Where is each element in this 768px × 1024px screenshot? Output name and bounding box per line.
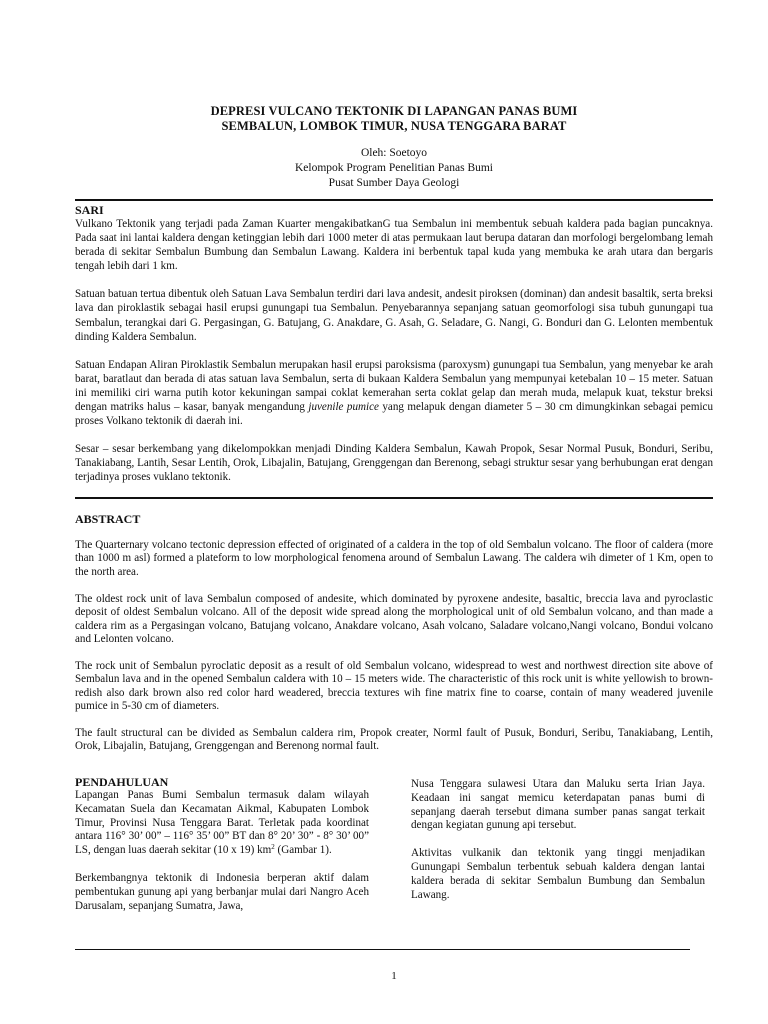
abstract-paragraph-4: The fault structural can be divided as Sembalun caldera rim, Propok creater, Norml fault of Pusuk, Bonduri, Seribu, Tanakiabang, Lentih, Orok, Libajalin, Batujang, Grenggengan and Berenong normal fault. (75, 726, 713, 753)
sari-paragraph-3-text-b: yang melapuk dengan diameter 5 – 30 cm dimungkinkan sebagai pemicu proses Volkano tektonik di daerah ini. (75, 401, 714, 428)
sari-paragraph-2: Satuan batuan tertua dibentuk oleh Satuan Lava Sembalun terdiri dari lava andesit, andesit piroksen (dominan) dan andesit basaltik, serta breksi lava dan piroklastik sebagai hasil erupsi gunungapi tua Sembalun. Penyebarannya sepanjang satuan geomorfologi sisa tubuh gunungapi tua Sembalun, terangkai dari G. Pergasingan, G. Batujang, G. Anakdare, G. Asah, G. Seladare, G. Nangi, G. Bonduri dan G. Lelonten membentuk dinding Kaldera Sembalun. (75, 288, 714, 343)
pendahuluan-paragraph-1 (75, 789, 369, 858)
intro-right-column (411, 778, 705, 902)
abstract-paragraph-3: The rock unit of Sembalun pyroclatic deposit as a result of old Sembalun volcano, widespread to west and northwest direction site above of Sembalun lava and in the opened Sembalun caldera with 10 – 15 meters wide. The characteristic of this rock unit is white yellowish to brown-redish also dark brown also red color hard weadered, breccia textures wih fine matrix fine to coarse, contain of many weadered juvenile pumice in 5-30 cm of diameters. (75, 659, 713, 713)
author-institution: Pusat Sumber Daya Geologi (328, 177, 460, 189)
sari-paragraph-3-italic: juvenile pumice (308, 401, 379, 414)
abstract-paragraph-1: The Quarternary volcano tectonic depression effected of originated of a caldera in the top of old Sembalun volcano. The floor of caldera (more than 1000 m asl) formed a plateform to low morphological fenomena around of Sembalun Lawang. The caldera wih dimeter of 1 Km, open to the north area. (75, 539, 713, 578)
sari-paragraph-4: Sesar – sesar berkembang yang dikelompokkan menjadi Dinding Kaldera Sembalun, Kawah Propok, Sesar Normal Pusuk, Bonduri, Seribu, Tanakiabang, Lantih, Sesar Lentih, Orok, Libajalin, Batujang, Grenggengan dan Berenong, sebagi struktur sesar yang berhubungan erat dengan terjadinya proses vuklano tektonik. (75, 443, 713, 484)
abstract-paragraph-2: The oldest rock unit of lava Sembalun composed of andesite, which dominated by pyroxene andesite, basaltic, breccia lava and pyroclastic deposit of oldest Sembalun volcano. All of the deposit wide spread along the morphological unit of old Sembalun volcano, and than made a caldera rim as a Pergasingan volcano, Batujang volcano, Anakdare volcano, Asah volcano, Saladare volcano,Nangi volcano, Bondui volcano and Lelonten volcano. (75, 592, 713, 645)
author-block (75, 146, 713, 191)
pendahuluan-paragraph-2: Berkembangnya tektonik di Indonesia berperan aktif dalam pembentukan gunung api yang berbanjar mulai dari Nangro Aceh Darusalam, sepanjang Sumatra, Jawa, (75, 871, 369, 912)
divider-top (75, 199, 713, 201)
pendahuluan-paragraph-1-tail: (Gambar 1). (274, 844, 332, 857)
sari-paragraph-1: Vulkano Tektonik yang terjadi pada Zaman Kuarter mengakibatkanG tua Sembalun ini membentuk sebuah kaldera pada bagian puncaknya. Pada saat ini lantai kaldera dengan ketinggian lebih dari 1000 meter di atas permukaan laut berupa dataran dan morfologi bergelombang lemah berada di sekitar Sembalun Bumbung dan Sembalun Lawang. Kaldera ini berbentuk tapal kuda yang membuka ke arah utara dan bergaris tengah lebih dari 1 km. (75, 218, 713, 273)
pendahuluan-paragraph-4: Aktivitas vulkanik dan tektonik yang tinggi menjadikan Gunungapi Sembalun terbentuk sebuah kaldera dengan lantai kaldera berada di sekitar Sembalun Bumbung dan Sembalun Lawang. (411, 847, 705, 901)
abstract-heading: ABSTRACT (75, 512, 141, 526)
sari-section (75, 203, 713, 485)
pendahuluan-paragraph-3: Nusa Tenggara sulawesi Utara dan Maluku serta Irian Jaya. Keadaan ini sangat memicu keterdapatan panas bumi di sepanjang daerah tersebut dimana sumber panas sangat terkait dengan kegiatan gunung api tersebut. (411, 778, 705, 832)
pendahuluan-heading: PENDAHULUAN (75, 775, 169, 789)
intro-left-column (75, 775, 369, 913)
title-line-2: SEMBALUN, LOMBOK TIMUR, NUSA TENGGARA BARAT (221, 119, 567, 133)
sari-paragraph-3-text-a: Satuan Endapan Aliran Piroklastik Sembalun merupakan hasil erupsi paroksisma (paroxysm) gunungapi tua Sembalun, yang menyebar ke arah barat, baratlaut dan berada di atas satuan lava Sembalun, serta di bukaan Kaldera Sembalun yang mempunyai ketebalan 10 – 15 meter. Satuan ini memiliki ciri warna putih kotor kekuningan sampai coklat kemerahan serta coklat gelap dan merah muda, melapuk kuat, tekstur breksi dengan matriks halus – kasar, banyak mengandung (75, 358, 713, 414)
abstract-section (75, 512, 713, 754)
divider-middle (75, 497, 713, 499)
author-name: Oleh: Soetoyo (360, 147, 428, 159)
sari-heading: SARI (75, 203, 104, 217)
sari-paragraph-3 (75, 358, 713, 428)
paper-title (75, 104, 713, 134)
pendahuluan-paragraph-1-text: Lapangan Panas Bumi Sembalun termasuk dalam wilayah Kecamatan Suela dan Kecamatan Aikmal, Kabupaten Lombok Timur, Provinsi Nusa Tenggara Barat. Terletak pada koordinat antara 116° 30’ 00” – 116° 35’ 00” BT dan 8° 20’ 30” - 8° 30’ 00” LS, dengan luas daerah sekitar (10 x 19) km (75, 789, 369, 857)
page-number: 1 (391, 970, 397, 982)
author-group: Kelompok Program Penelitian Panas Bumi (294, 162, 494, 174)
paper-page (75, 0, 713, 1024)
footer-divider (75, 949, 690, 950)
title-line-1: DEPRESI VULCANO TEKTONIK DI LAPANGAN PANAS BUMI (210, 104, 578, 118)
superscript-2: 2 (271, 843, 275, 852)
